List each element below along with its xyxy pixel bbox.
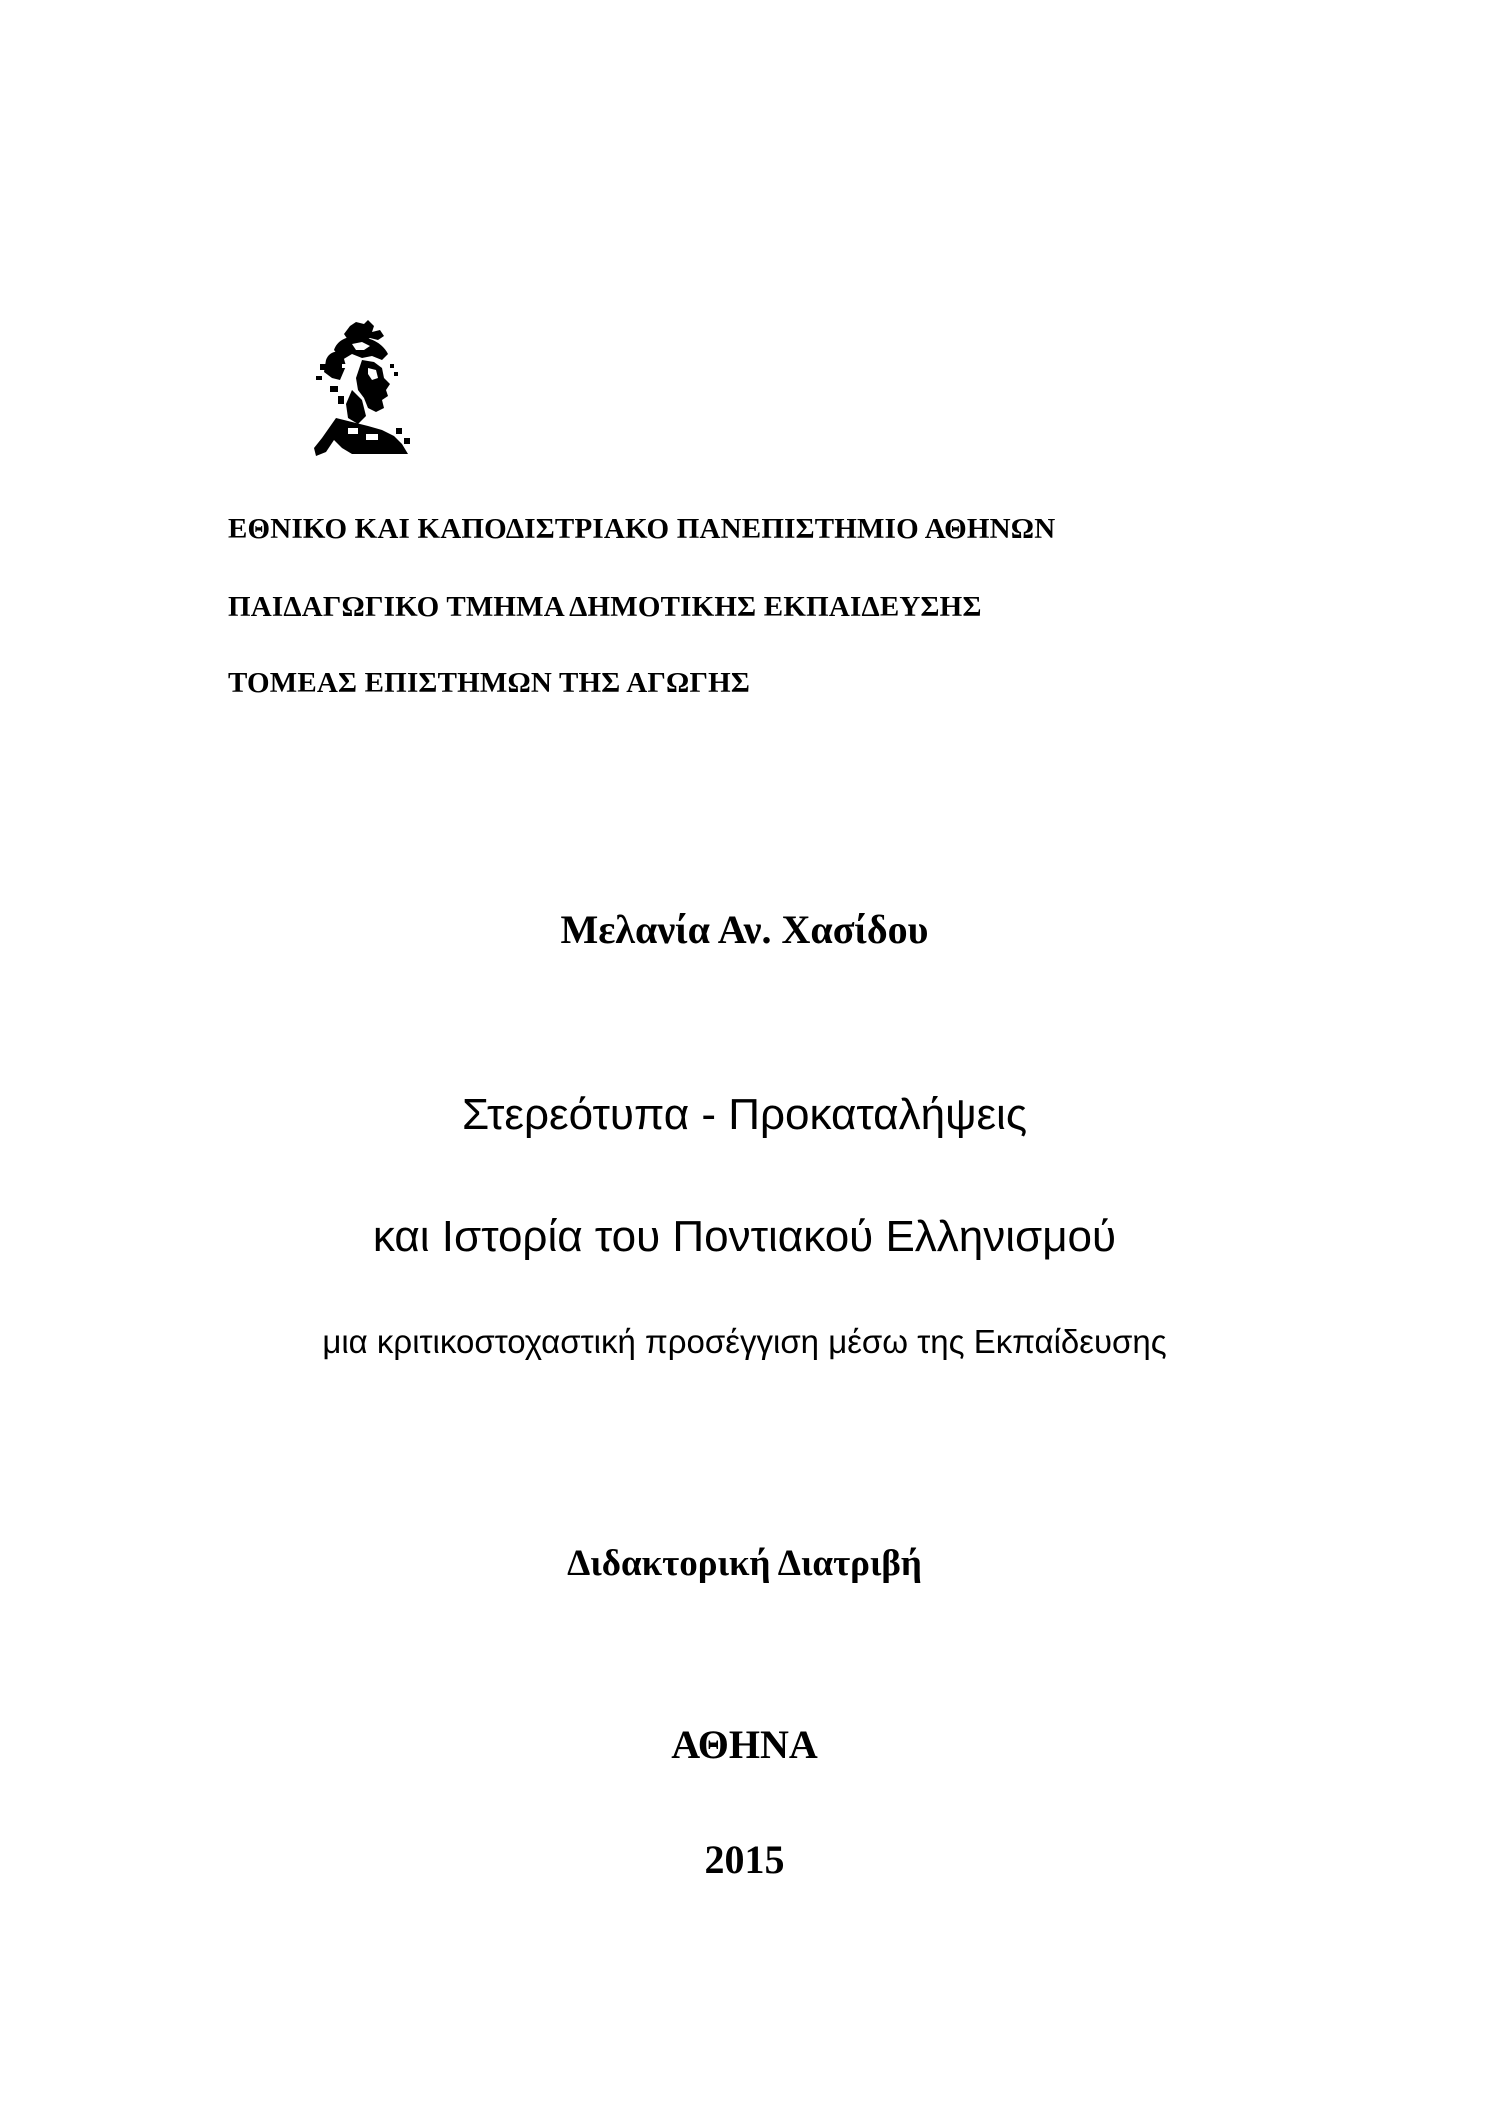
year: 2015: [704, 1837, 785, 1882]
subtitle: μια κριτικοστοχαστική προσέγγιση μέσω της Εκπαίδευσης: [322, 1323, 1167, 1360]
section-name: ΤΟΜΕΑΣ ΕΠΙΣΤΗΜΩΝ ΤΗΣ ΑΓΩΓΗΣ: [228, 667, 751, 699]
city: ΑΘΗΝΑ: [671, 1722, 818, 1767]
university-name: ΕΘΝΙΚΟ ΚΑΙ ΚΑΠΟΔΙΣΤΡΙΑΚΟ ΠΑΝΕΠΙΣΤΗΜΙΟ ΑΘΗΝΩΝ: [228, 513, 1056, 545]
document-type: Διδακτορική Διατριβή: [567, 1543, 922, 1584]
athena-head-logo-icon: [312, 320, 424, 460]
title-line-1: Στερεότυπα - Προκαταλήψεις: [461, 1090, 1028, 1139]
title-line-2: και Ιστορία του Ποντιακού Ελληνισμού: [372, 1212, 1117, 1261]
author-name: Μελανία Αν. Χασίδου: [560, 907, 929, 952]
department-name: ΠΑΙΔΑΓΩΓΙΚΟ ΤΜΗΜΑ ΔΗΜΟΤΙΚΗΣ ΕΚΠΑΙΔΕΥΣΗΣ: [228, 591, 982, 623]
